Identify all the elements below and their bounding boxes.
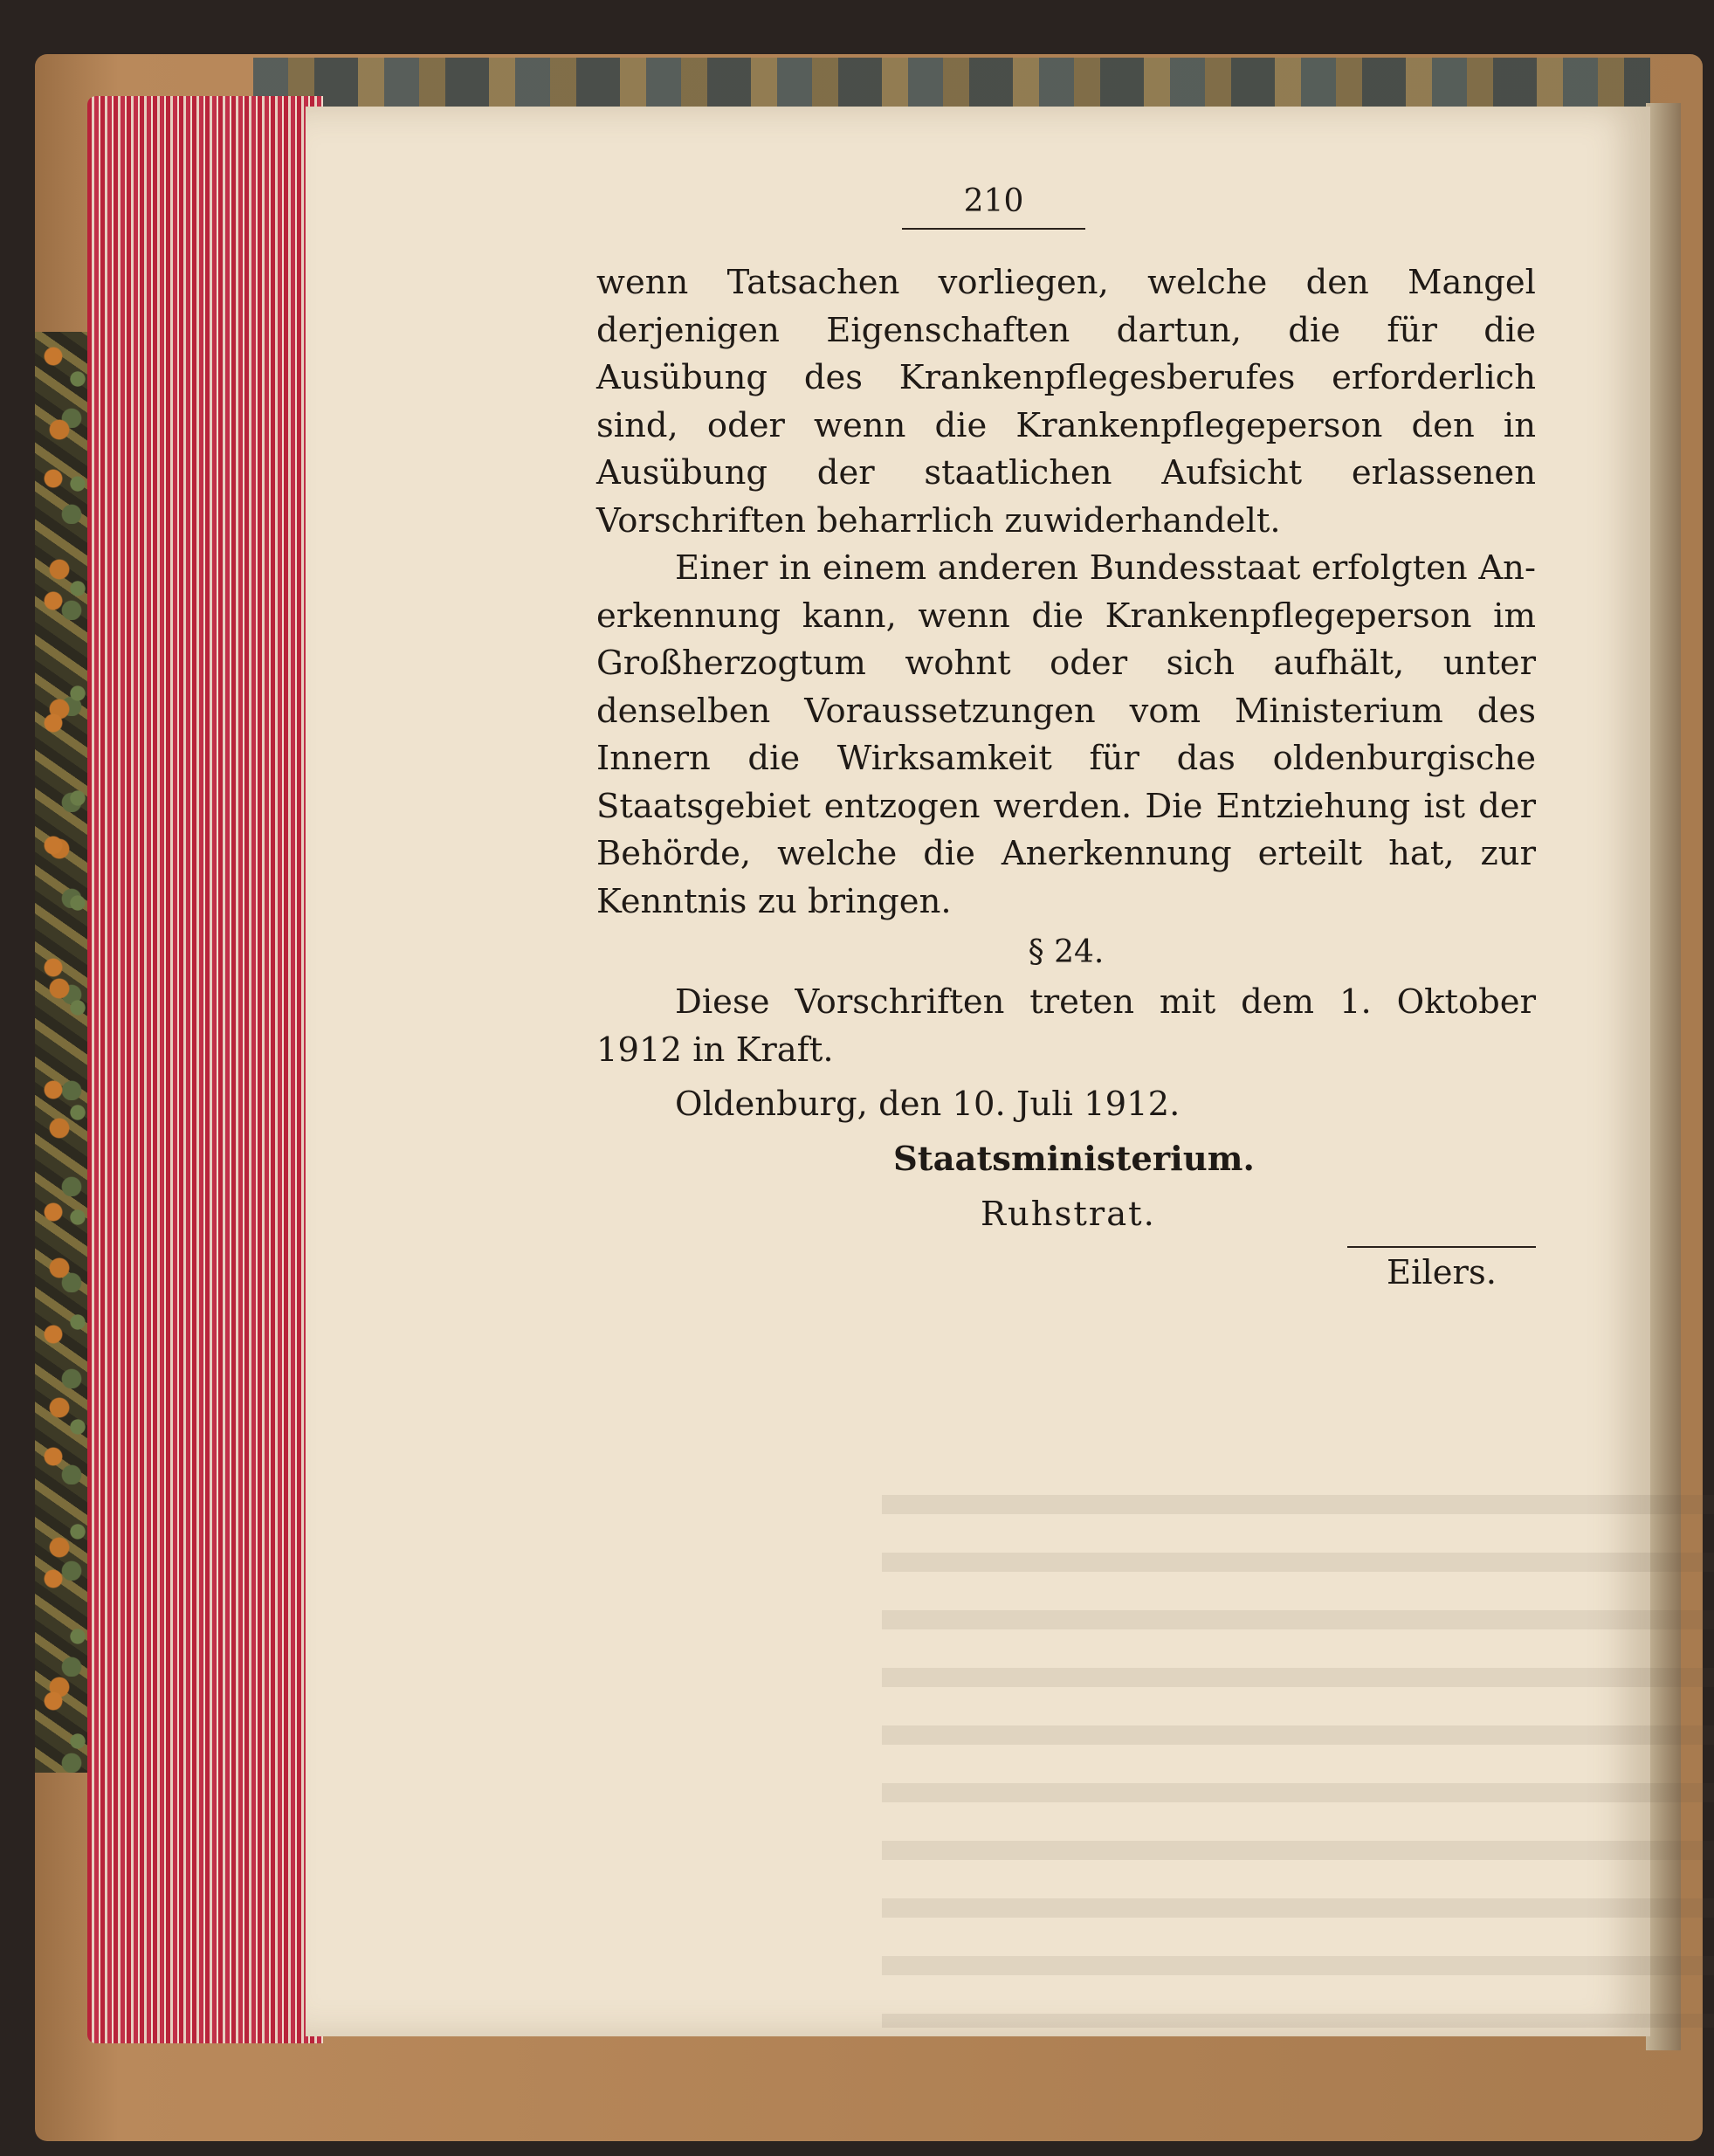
marbled-top-edge: [253, 58, 1650, 110]
paragraph-2: Einer in einem anderen Bundesstaat erfolgten Anerkennung kann, wenn die Krankenpflegeperson im Großherzogtum wohnt oder sich aufhält, unter denselben Voraussetzungen vom Ministerium des Innern die Wirksamkeit für das oldenburgische Staatsgebiet entzogen werden. Die Entziehung ist der Behörde, welche die Anerkennung erteilt hat, zur Kenntnis zu bringen.: [596, 548, 1536, 921]
signature-ruhstrat: Ruhstrat.: [981, 1195, 1156, 1234]
dateline: Oldenburg, den 10. Juli 1912.: [675, 1085, 1181, 1124]
signature-eilers: Eilers.: [1347, 1246, 1536, 1292]
section-heading: § 24.: [1028, 934, 1105, 970]
page-number: 210: [902, 183, 1085, 230]
ministry-name: Staatsministerium.: [893, 1140, 1255, 1179]
section-text: Diese Vorschriften treten mit dem 1. Oktober 1912 in Kraft.: [596, 982, 1536, 1070]
red-page-edges: [87, 96, 323, 2043]
page-text-block: [596, 183, 1536, 1292]
paragraph-1: wenn Tatsachen vorliegen, welche den Mangel derjenigen Eigenschaften dartun, die für die Ausübung des Krankenpflegesberufes erforderlich sind, oder wenn die Krankenpflegeperson den in Ausübung der staatlichen Aufsicht erlassenen Vorschriften beharrlich zuwiderhandelt.: [596, 263, 1536, 541]
show-through-text: [882, 1469, 1714, 2028]
